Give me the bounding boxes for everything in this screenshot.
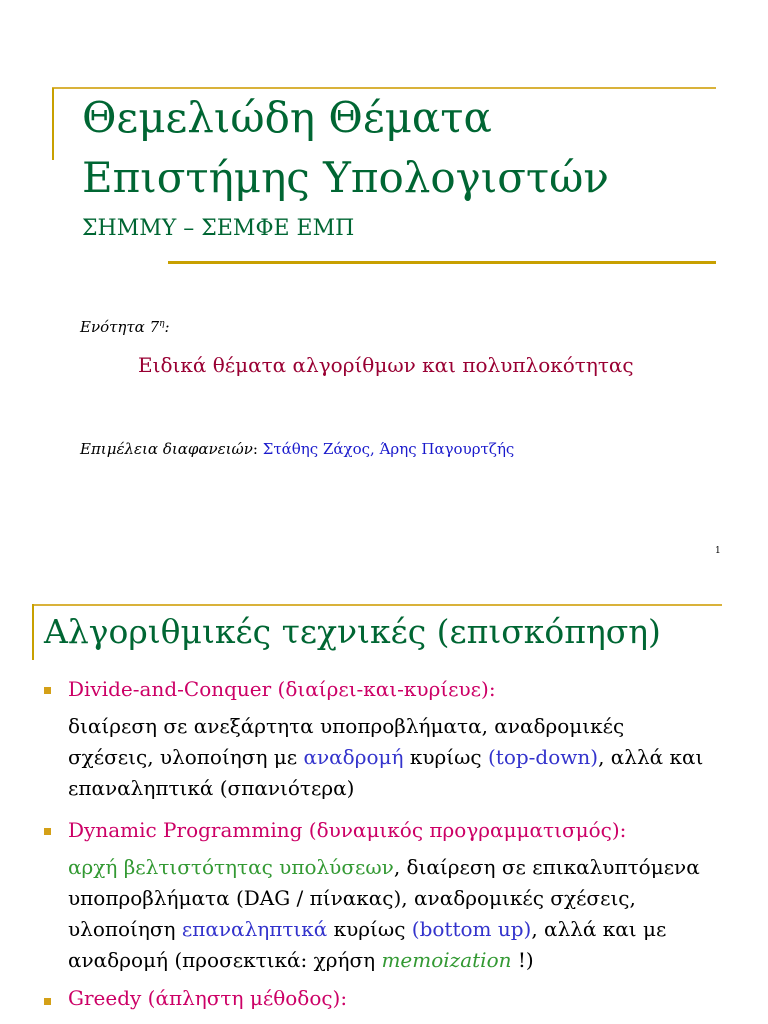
desc-line: !) bbox=[511, 948, 534, 972]
credits bbox=[80, 440, 514, 458]
highlight-iterative: επαναληπτικά bbox=[181, 917, 328, 941]
desc-line: σχέσεις, υλοποίηση με bbox=[68, 745, 304, 769]
desc-line: υποπροβλήματα (DAG / πίνακας), αναδρομικές σχέσεις, bbox=[68, 886, 636, 910]
credits-colon: : bbox=[252, 440, 263, 458]
unit-title: Ειδικά θέματα αλγορίθμων και πολυπλοκότητας bbox=[138, 353, 634, 377]
unit-label-sup: η bbox=[159, 319, 165, 329]
title-left-rule-2 bbox=[32, 604, 34, 660]
item-desc-divide-conquer bbox=[68, 711, 758, 804]
title-bottom-rule bbox=[168, 261, 716, 264]
highlight-memoization: memoization bbox=[381, 948, 512, 972]
highlight-bottom-up: (bottom up) bbox=[411, 917, 532, 941]
desc-line: υλοποίηση bbox=[68, 917, 182, 941]
title-line-1: Θεμελιώδη Θέματα bbox=[82, 93, 492, 142]
bullet-icon bbox=[44, 687, 51, 694]
desc-line: επαναληπτικά (σπανιότερα) bbox=[68, 776, 355, 800]
slide-2 bbox=[0, 580, 768, 1024]
desc-line: , διαίρεση σε επικαλυπτόμενα bbox=[393, 855, 700, 879]
item-heading-divide-conquer: Divide-and-Conquer (διαίρει-και-κυρίευε): bbox=[68, 677, 496, 701]
slide-2-title: Αλγοριθμικές τεχνικές (επισκόπηση) bbox=[44, 612, 661, 651]
unit-label-text: Ενότητα 7 bbox=[80, 318, 160, 336]
desc-line: κυρίως bbox=[403, 745, 488, 769]
title-left-rule bbox=[52, 88, 54, 160]
desc-line: , αλλά και bbox=[598, 745, 704, 769]
desc-line: , αλλά και με bbox=[531, 917, 667, 941]
slide-title bbox=[82, 88, 609, 208]
slide-subtitle: ΣΗΜΜΥ – ΣΕΜΦΕ ΕΜΠ bbox=[82, 216, 355, 241]
title-top-rule-2 bbox=[32, 604, 722, 606]
item-desc-dynamic-programming bbox=[68, 852, 758, 976]
credits-names: Στάθης Ζάχος, Άρης Παγουρτζής bbox=[262, 440, 515, 458]
desc-line: αναδρομή (προσεκτικά: χρήση bbox=[68, 948, 382, 972]
bullet-icon bbox=[44, 998, 51, 1005]
highlight-top-down: (top-down) bbox=[487, 745, 599, 769]
desc-line: διαίρεση σε ανεξάρτητα υποπροβλήματα, αναδρομικές bbox=[68, 714, 625, 738]
highlight-recursion: αναδρομή bbox=[303, 745, 404, 769]
item-heading-greedy: Greedy (άπληστη μέθοδος): bbox=[68, 986, 348, 1010]
credits-label: Επιμέλεια διαφανειών bbox=[80, 440, 253, 458]
desc-line: κυρίως bbox=[327, 917, 412, 941]
page-number: 1 bbox=[715, 546, 721, 556]
bullet-icon bbox=[44, 828, 51, 835]
item-heading-dynamic-programming: Dynamic Programming (δυναμικός προγραμματισμός): bbox=[68, 818, 627, 842]
unit-label bbox=[80, 318, 170, 336]
title-line-2: Επιστήμης Υπολογιστών bbox=[82, 153, 609, 202]
unit-label-colon: : bbox=[164, 318, 170, 336]
highlight-optimality: αρχή βελτιστότητας υπολύσεων bbox=[68, 855, 394, 879]
